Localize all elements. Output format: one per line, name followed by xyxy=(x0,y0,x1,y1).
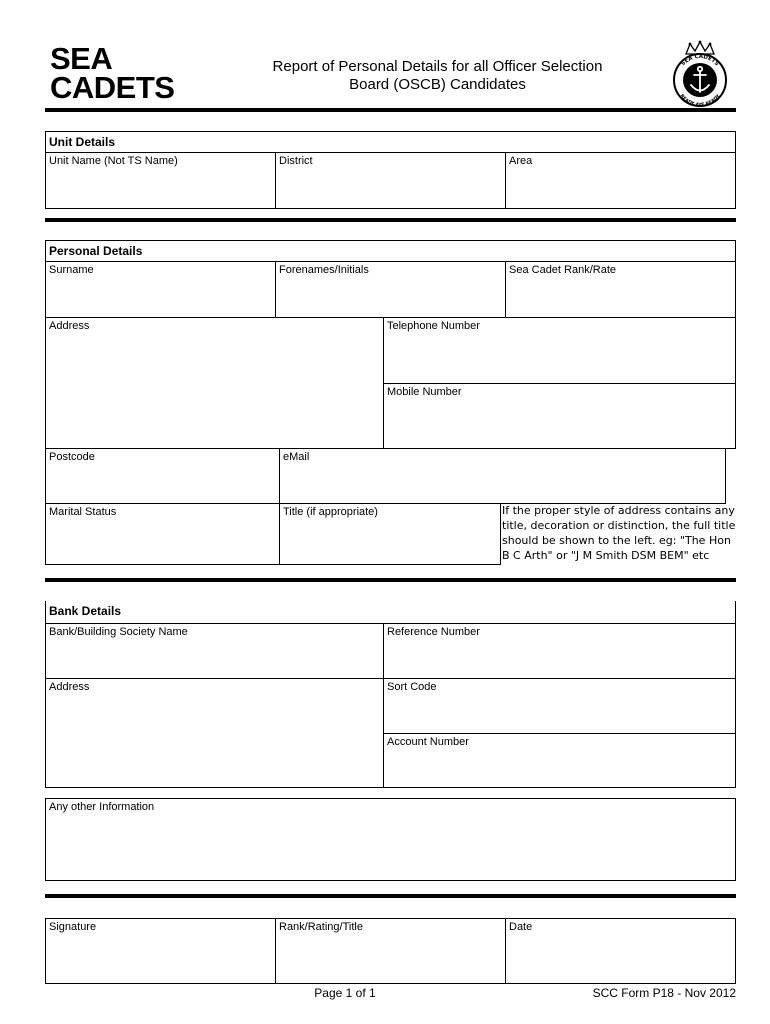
page-number: Page 1 of 1 xyxy=(314,986,376,1000)
other-information-field[interactable] xyxy=(45,798,736,881)
sort-code-field[interactable] xyxy=(383,678,736,734)
unit-details-title: Unit Details xyxy=(49,135,116,149)
postcode-label: Postcode xyxy=(49,451,95,463)
bank-details-section xyxy=(45,601,736,623)
district-label: District xyxy=(279,155,313,167)
form-title-line-2: Board (OSCB) Candidates xyxy=(349,76,526,93)
telephone-field[interactable] xyxy=(383,317,736,384)
personal-details-title: Personal Details xyxy=(49,244,143,258)
sea-cadets-crest-icon xyxy=(666,40,734,108)
marital-status-label: Marital Status xyxy=(49,506,117,518)
email-field[interactable] xyxy=(279,448,726,504)
signature-label: Signature xyxy=(49,921,97,933)
logo-line-2: CADETS xyxy=(50,70,175,105)
other-information-label: Any other Information xyxy=(49,801,155,813)
form-reference: SCC Form P18 - Nov 2012 xyxy=(592,986,736,1000)
form-title xyxy=(250,58,625,94)
rank-title-field[interactable] xyxy=(275,918,506,984)
rank-rate-label: Sea Cadet Rank/Rate xyxy=(509,264,617,276)
date-field[interactable] xyxy=(505,918,736,984)
rank-title-label: Rank/Rating/Title xyxy=(279,921,363,933)
crest-text-top: SEA CADETS xyxy=(680,53,720,68)
crest-text-bottom: READY AYE READY xyxy=(678,93,722,108)
note-line-4: B C Arth" or "J M Smith DSM BEM" etc xyxy=(502,549,710,562)
note-line-3: should be shown to the left. eg: "The Hon xyxy=(502,534,731,547)
personal-divider xyxy=(45,578,736,582)
reference-number-field[interactable] xyxy=(383,623,736,679)
personal-address-field[interactable] xyxy=(45,317,384,449)
sea-cadets-logo-text xyxy=(50,41,175,105)
logo-line-1: SEA xyxy=(50,41,113,76)
forenames-label: Forenames/Initials xyxy=(279,264,369,276)
surname-label: Surname xyxy=(49,264,94,276)
account-number-label: Account Number xyxy=(387,736,469,748)
title-field[interactable] xyxy=(279,503,501,565)
bank-name-field[interactable] xyxy=(45,623,384,679)
district-field[interactable] xyxy=(275,152,506,209)
telephone-label: Telephone Number xyxy=(387,320,480,332)
note-line-1: If the proper style of address contains any xyxy=(502,504,735,517)
area-field[interactable] xyxy=(505,152,736,209)
bank-address-field[interactable] xyxy=(45,678,384,788)
forenames-field[interactable] xyxy=(275,261,506,318)
account-number-field[interactable] xyxy=(383,733,736,788)
bank-details-title: Bank Details xyxy=(49,604,122,618)
bank-address-label: Address xyxy=(49,681,90,693)
rank-rate-field[interactable] xyxy=(505,261,736,318)
reference-number-label: Reference Number xyxy=(387,626,480,638)
other-divider xyxy=(45,894,736,898)
note-line-2: title, decoration or distinction, the full title xyxy=(502,519,736,532)
area-label: Area xyxy=(509,155,533,167)
mobile-field[interactable] xyxy=(383,383,736,449)
mobile-label: Mobile Number xyxy=(387,386,462,398)
unit-divider xyxy=(45,218,736,222)
marital-status-field[interactable] xyxy=(45,503,280,565)
unit-name-field[interactable] xyxy=(45,152,276,209)
header-divider xyxy=(45,108,736,112)
unit-name-label: Unit Name (Not TS Name) xyxy=(49,155,178,167)
title-field-label: Title (if appropriate) xyxy=(283,506,378,518)
signature-field[interactable] xyxy=(45,918,276,984)
date-label: Date xyxy=(509,921,533,933)
sort-code-label: Sort Code xyxy=(387,681,437,693)
bank-name-label: Bank/Building Society Name xyxy=(49,626,188,638)
surname-field[interactable] xyxy=(45,261,276,318)
form-title-line-1: Report of Personal Details for all Officer Selection xyxy=(272,58,603,75)
postcode-field[interactable] xyxy=(45,448,280,504)
personal-address-label: Address xyxy=(49,320,90,332)
email-label: eMail xyxy=(283,451,310,463)
title-style-note xyxy=(502,503,736,563)
